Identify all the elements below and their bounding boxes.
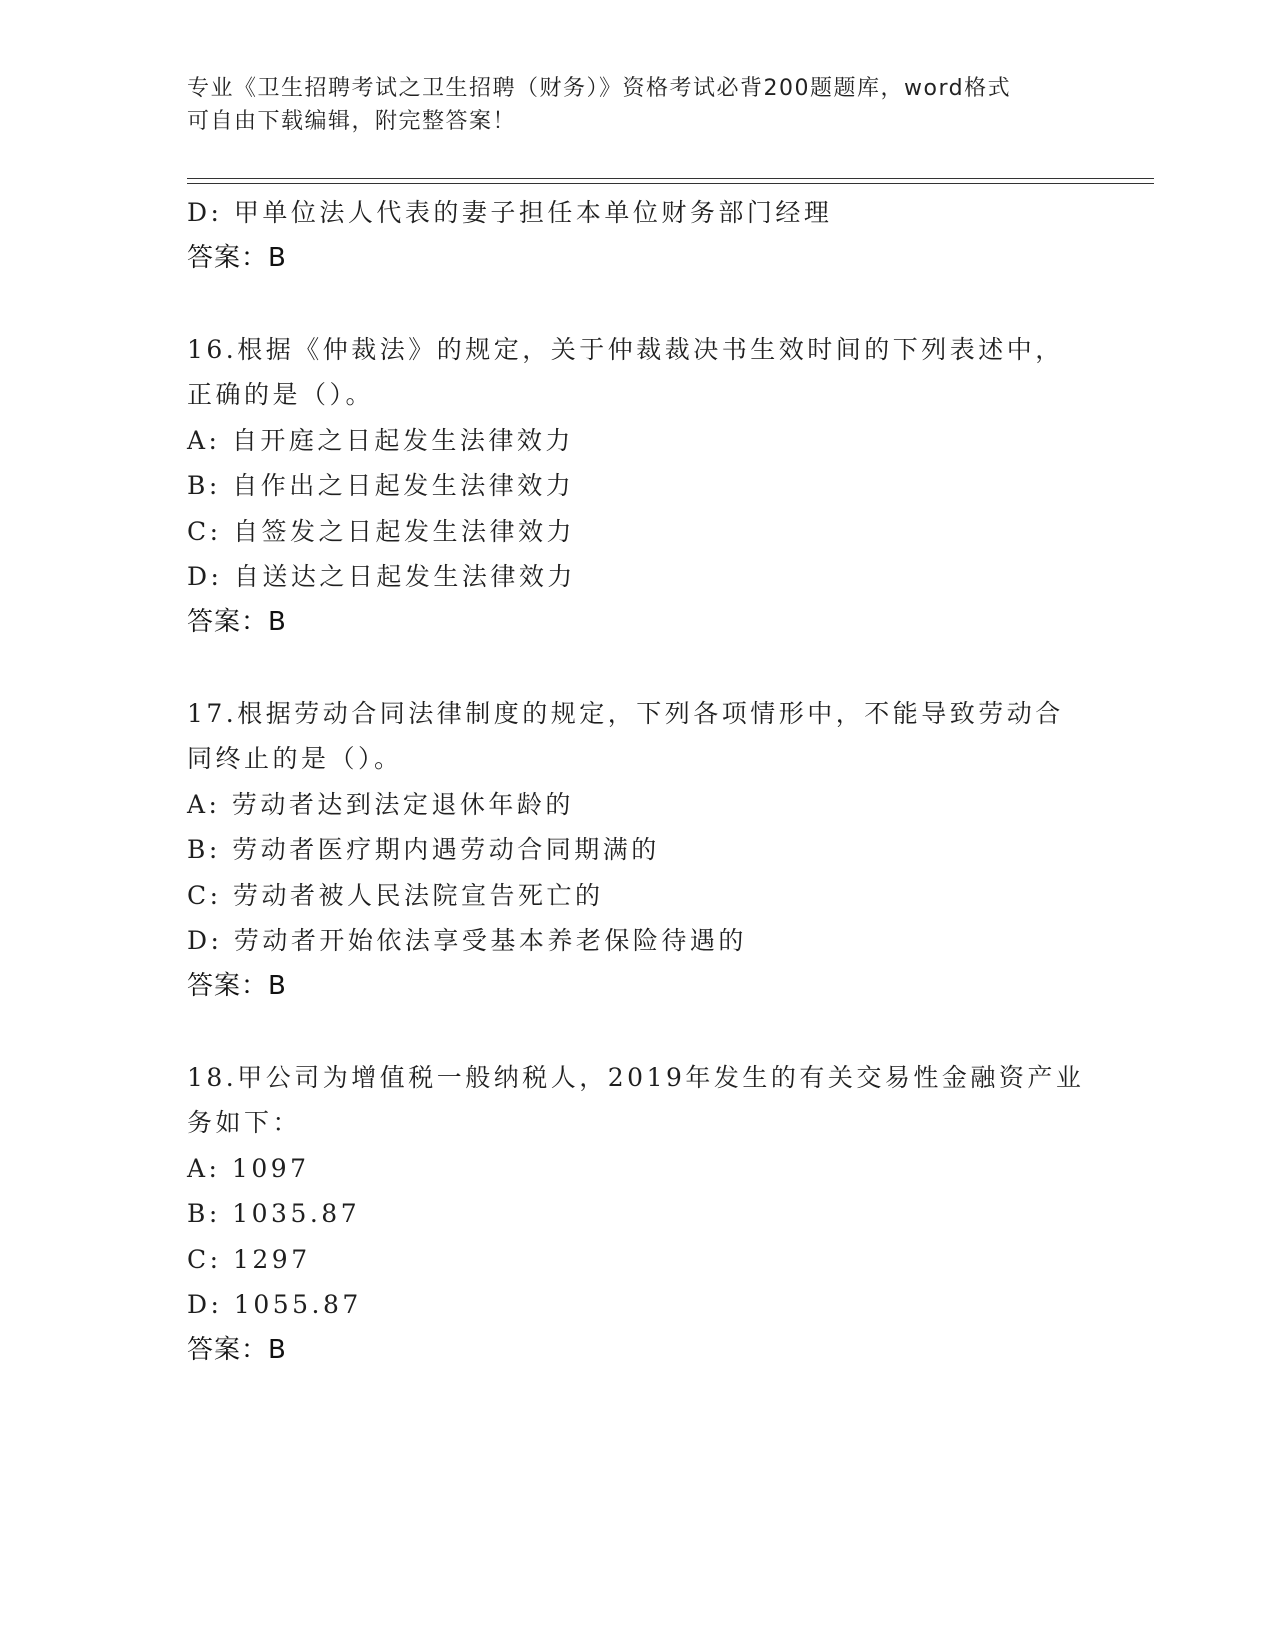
option-b: B: 自作出之日起发生法律效力 — [187, 471, 575, 500]
header-line-1: 专业《卫生招聘考试之卫生招聘（财务）》资格考试必背200题题库，word格式 — [187, 76, 1012, 101]
document-header — [187, 72, 1087, 138]
question-16 — [187, 327, 1107, 646]
question-list — [187, 190, 1107, 1373]
option-c: C: 自签发之日起发生法律效力 — [187, 516, 575, 546]
answer: 答案：B — [187, 970, 287, 1001]
option-c: C: 劳动者被人民法院宣告死亡的 — [187, 880, 604, 910]
answer: 答案：B — [187, 1334, 287, 1365]
option-d: D: 劳动者开始依法享受基本养老保险待遇的 — [187, 926, 747, 955]
question-stem-line: 18.甲公司为增值税一般纳税人，2019年发生的有关交易性金融资产业 — [187, 1062, 1085, 1092]
option-b: B: 1035.87 — [187, 1199, 361, 1228]
question-stem-line: 16.根据《仲裁法》的规定，关于仲裁裁决书生效时间的下列表述中， — [187, 334, 1064, 364]
question-18 — [187, 1055, 1107, 1374]
spacer — [187, 645, 1107, 691]
header-divider-bottom — [187, 183, 1154, 184]
question-17 — [187, 691, 1107, 1010]
option-d: D: 自送达之日起发生法律效力 — [187, 562, 576, 591]
option-a: A: 劳动者达到法定退休年龄的 — [187, 789, 574, 819]
prev-answer: 答案：B — [187, 242, 287, 273]
header-line-2: 可自由下载编辑，附完整答案！ — [187, 109, 517, 134]
spacer — [187, 281, 1107, 327]
option-d: D: 1055.87 — [187, 1290, 362, 1319]
spacer — [187, 1009, 1107, 1055]
question-stem-line: 正确的是（）。 — [187, 380, 375, 409]
option-c: C: 1297 — [187, 1244, 311, 1274]
header-divider-top — [187, 178, 1154, 179]
option-a: A: 自开庭之日起发生法律效力 — [187, 425, 574, 455]
question-stem-line: 同终止的是（）。 — [187, 744, 403, 773]
option-a: A: 1097 — [187, 1153, 310, 1183]
answer: 答案：B — [187, 606, 287, 637]
question-stem-line: 17.根据劳动合同法律制度的规定，下列各项情形中，不能导致劳动合 — [187, 698, 1064, 728]
question-stem-line: 务如下： — [187, 1108, 302, 1137]
prev-option-d: D: 甲单位法人代表的妻子担任本单位财务部门经理 — [187, 198, 833, 227]
option-b: B: 劳动者医疗期内遇劳动合同期满的 — [187, 835, 660, 864]
